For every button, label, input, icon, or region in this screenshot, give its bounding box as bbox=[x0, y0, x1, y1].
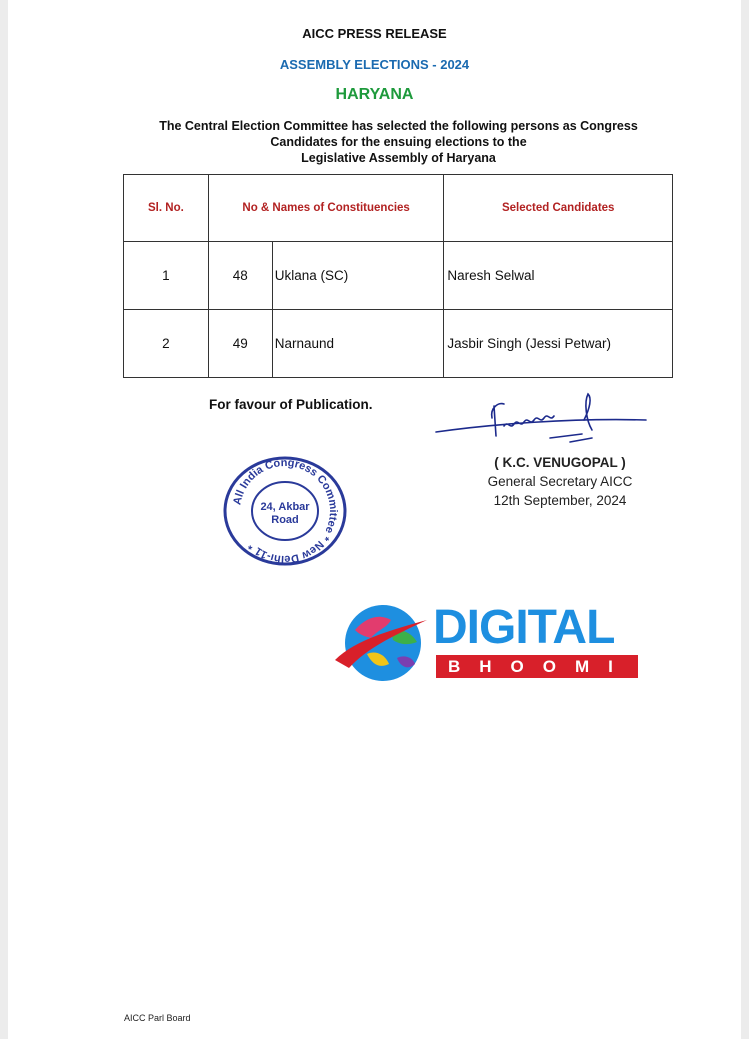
signature-image bbox=[432, 390, 652, 450]
logo-subtitle: BHOOMI bbox=[436, 655, 638, 678]
header-sl-no: Sl. No. bbox=[124, 175, 209, 242]
table-row bbox=[124, 242, 673, 310]
signatory-designation: General Secretary AICC bbox=[487, 474, 633, 489]
seal-outer-text: All India Congress Committee * New Delhi-11 * bbox=[231, 456, 340, 566]
table-row bbox=[124, 310, 673, 378]
header-constituencies: No & Names of Constituencies bbox=[208, 175, 444, 242]
logo-wordmark: DIGITAL bbox=[433, 601, 615, 654]
aicc-seal-stamp bbox=[222, 455, 348, 567]
table-header-row bbox=[124, 175, 673, 242]
press-release-title: AICC PRESS RELEASE bbox=[302, 26, 447, 41]
cell-constituency-no: 49 bbox=[208, 310, 272, 378]
intro-line: Candidates for the ensuing elections to the bbox=[270, 135, 527, 149]
footer-label: AICC Parl Board bbox=[124, 1013, 191, 1023]
publication-note: For favour of Publication. bbox=[209, 397, 373, 412]
cell-sl-no: 2 bbox=[124, 310, 209, 378]
elections-subtitle: ASSEMBLY ELECTIONS - 2024 bbox=[279, 57, 470, 72]
header-candidates: Selected Candidates bbox=[444, 175, 673, 242]
signatory-name: ( K.C. VENUGOPAL ) bbox=[494, 455, 626, 470]
cell-constituency-name: Narnaund bbox=[272, 310, 444, 378]
cell-constituency-name: Uklana (SC) bbox=[272, 242, 444, 310]
cell-candidate: Jasbir Singh (Jessi Petwar) bbox=[444, 310, 673, 378]
signatory-block bbox=[470, 453, 650, 510]
cell-constituency-no: 48 bbox=[208, 242, 272, 310]
intro-paragraph bbox=[100, 118, 697, 166]
candidates-table bbox=[123, 174, 673, 378]
intro-line: The Central Election Committee has selected the following persons as Congress bbox=[159, 119, 638, 133]
cell-candidate: Naresh Selwal bbox=[444, 242, 673, 310]
digital-bhoomi-globe-logo bbox=[333, 602, 429, 684]
seal-inner-line: 24, Akbar bbox=[260, 501, 310, 513]
intro-line: Legislative Assembly of Haryana bbox=[301, 151, 496, 165]
cell-sl-no: 1 bbox=[124, 242, 209, 310]
signatory-date: 12th September, 2024 bbox=[493, 493, 627, 508]
state-heading: HARYANA bbox=[335, 86, 414, 103]
seal-inner-line: Road bbox=[271, 514, 299, 526]
